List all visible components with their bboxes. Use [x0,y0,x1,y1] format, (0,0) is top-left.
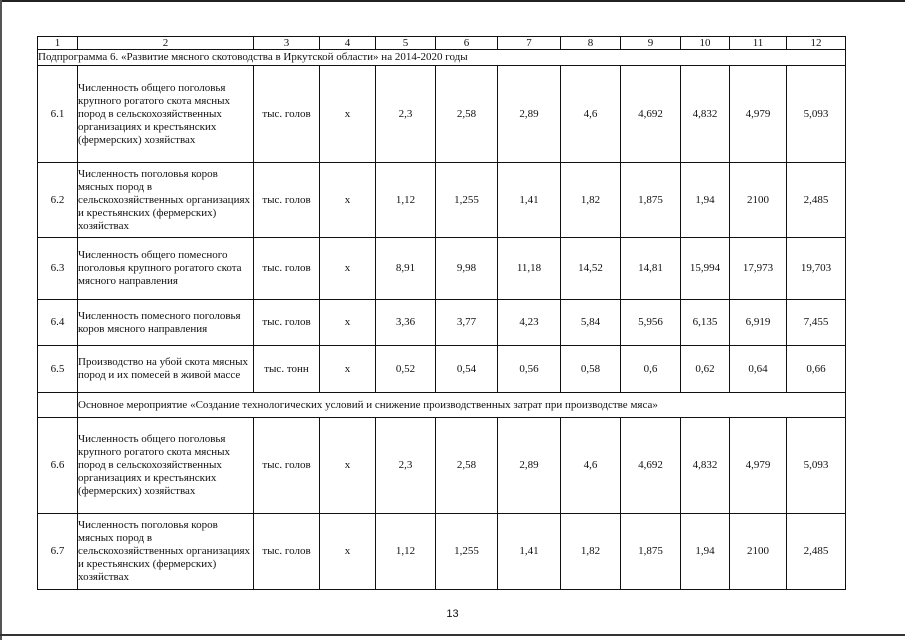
value-cell: 2,485 [787,163,846,238]
value-cell: 14,81 [621,238,681,300]
value-cell: 2,58 [436,66,498,163]
value-cell: 4,692 [621,66,681,163]
col4-cell: х [320,346,376,393]
value-cell: 5,956 [621,300,681,346]
header-cell: 11 [730,37,787,50]
header-cell: 10 [681,37,730,50]
indicator-name: Численность поголовья коров мясных пород в сельскохозяйственных организациях и крестьянских (фермерских) хозяйствах [78,163,254,238]
value-cell: 0,62 [681,346,730,393]
unit-cell: тыс. тонн [254,346,320,393]
header-number-row [38,37,846,50]
col4-cell: х [320,66,376,163]
col4-cell: х [320,163,376,238]
main-event-empty-cell [38,393,78,418]
table-row [38,163,846,238]
value-cell: 0,66 [787,346,846,393]
value-cell: 15,994 [681,238,730,300]
header-cell: 12 [787,37,846,50]
page-number: 13 [446,608,459,620]
indicators-table [37,36,846,590]
subprogram-title: Подпрограмма 6. «Развитие мясного скотоводства в Иркутской области» на 2014-2020 годы [38,50,846,66]
header-cell: 6 [436,37,498,50]
value-cell: 2,89 [498,66,561,163]
value-cell: 1,94 [681,514,730,590]
table-row [38,346,846,393]
value-cell: 0,54 [436,346,498,393]
indicator-name: Численность общего поголовья крупного рогатого скота мясных пород в сельскохозяйственных организациях и крестьянских (фермерских) хозяйствах [78,418,254,514]
col4-cell: х [320,300,376,346]
value-cell: 1,94 [681,163,730,238]
value-cell: 0,52 [376,346,436,393]
table-row [38,238,846,300]
unit-cell: тыс. голов [254,300,320,346]
page-edge-bottom [0,634,905,636]
row-number: 6.1 [38,66,78,163]
value-cell: 5,84 [561,300,621,346]
header-cell: 4 [320,37,376,50]
unit-cell: тыс. голов [254,238,320,300]
value-cell: 4,979 [730,418,787,514]
value-cell: 1,41 [498,514,561,590]
value-cell: 0,58 [561,346,621,393]
header-cell: 9 [621,37,681,50]
value-cell: 19,703 [787,238,846,300]
value-cell: 9,98 [436,238,498,300]
header-cell: 3 [254,37,320,50]
col4-cell: х [320,238,376,300]
value-cell: 1,255 [436,163,498,238]
table-row [38,66,846,163]
unit-cell: тыс. голов [254,418,320,514]
row-number: 6.2 [38,163,78,238]
value-cell: 2,3 [376,66,436,163]
value-cell: 2,58 [436,418,498,514]
value-cell: 0,56 [498,346,561,393]
value-cell: 0,6 [621,346,681,393]
value-cell: 1,875 [621,514,681,590]
value-cell: 2100 [730,514,787,590]
value-cell: 1,255 [436,514,498,590]
indicator-name: Численность общего поголовья крупного рогатого скота мясных пород в сельскохозяйственных организациях и крестьянских (фермерских) хозяйствах [78,66,254,163]
value-cell: 8,91 [376,238,436,300]
main-event-title: Основное мероприятие «Создание технологических условий и снижение производственных затрат при производстве мяса» [78,393,846,418]
table-row [38,418,846,514]
value-cell: 1,875 [621,163,681,238]
value-cell: 7,455 [787,300,846,346]
page-edge-left [0,0,2,640]
value-cell: 6,135 [681,300,730,346]
indicator-name: Численность общего помесного поголовья крупного рогатого скота мясного направления [78,238,254,300]
value-cell: 6,919 [730,300,787,346]
main-event-row [38,393,846,418]
col4-cell: х [320,418,376,514]
header-cell: 8 [561,37,621,50]
value-cell: 4,692 [621,418,681,514]
value-cell: 4,979 [730,66,787,163]
value-cell: 2,3 [376,418,436,514]
table-row [38,300,846,346]
value-cell: 5,093 [787,418,846,514]
row-number: 6.7 [38,514,78,590]
value-cell: 17,973 [730,238,787,300]
header-cell: 5 [376,37,436,50]
page-edge-top [0,0,905,2]
indicator-name: Численность поголовья коров мясных пород в сельскохозяйственных организациях и крестьянских (фермерских) хозяйствах [78,514,254,590]
value-cell: 2,485 [787,514,846,590]
value-cell: 4,23 [498,300,561,346]
value-cell: 0,64 [730,346,787,393]
indicator-name: Производство на убой скота мясных пород и их помесей в живой массе [78,346,254,393]
value-cell: 1,82 [561,514,621,590]
unit-cell: тыс. голов [254,163,320,238]
value-cell: 11,18 [498,238,561,300]
value-cell: 1,82 [561,163,621,238]
value-cell: 4,832 [681,418,730,514]
value-cell: 1,41 [498,163,561,238]
value-cell: 2,89 [498,418,561,514]
value-cell: 4,6 [561,66,621,163]
value-cell: 1,12 [376,163,436,238]
header-cell: 1 [38,37,78,50]
row-number: 6.5 [38,346,78,393]
value-cell: 1,12 [376,514,436,590]
value-cell: 3,36 [376,300,436,346]
unit-cell: тыс. голов [254,66,320,163]
unit-cell: тыс. голов [254,514,320,590]
indicator-name: Численность помесного поголовья коров мясного направления [78,300,254,346]
row-number: 6.3 [38,238,78,300]
row-number: 6.4 [38,300,78,346]
value-cell: 4,832 [681,66,730,163]
value-cell: 4,6 [561,418,621,514]
value-cell: 14,52 [561,238,621,300]
value-cell: 3,77 [436,300,498,346]
value-cell: 5,093 [787,66,846,163]
table-row [38,514,846,590]
header-cell: 7 [498,37,561,50]
row-number: 6.6 [38,418,78,514]
col4-cell: х [320,514,376,590]
value-cell: 2100 [730,163,787,238]
header-cell: 2 [78,37,254,50]
subprogram-row [38,50,846,66]
